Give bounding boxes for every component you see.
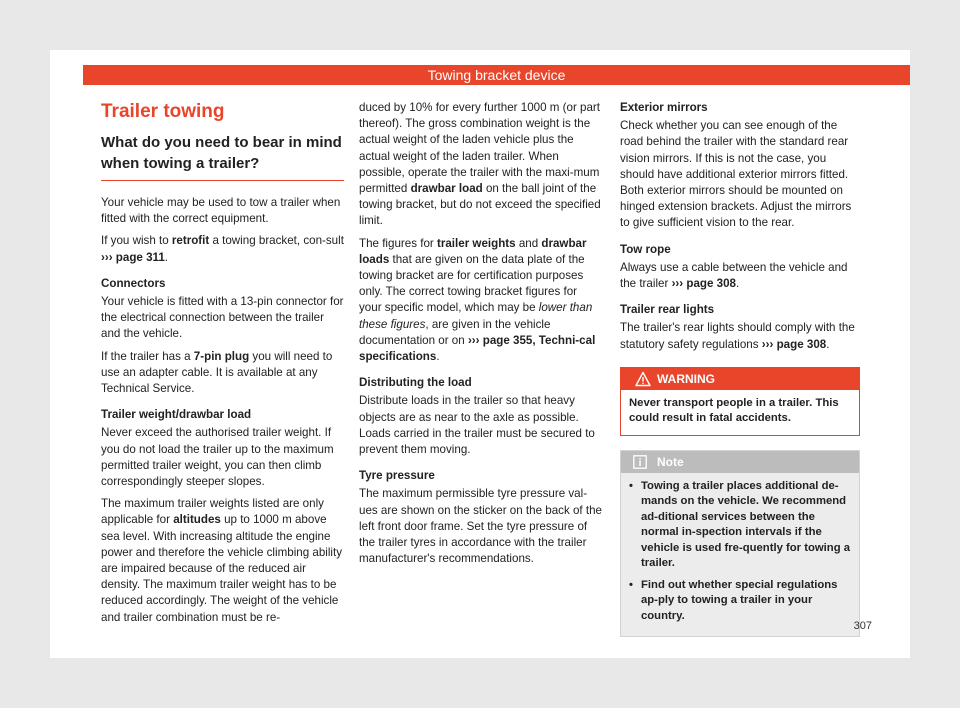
page-reference-link[interactable]: ››› page 308 [761,337,827,351]
note-box [620,450,860,638]
heading-tyre-pressure: Tyre pressure [359,469,435,483]
adapter-paragraph: If the trailer has a 7-pin plug you will need to use an adapter cable. It is available at any Technical Service. [101,349,333,396]
heading-connectors: Connectors [101,276,166,290]
weight-paragraph: Never exceed the authorised trailer weight. If you do not load the trailer up to the maximum permitted trailer weight, you can then climb correspondingly steeper slopes. [101,426,334,489]
column-2 [359,100,602,573]
mirrors-paragraph: Check whether you can see enough of the road behind the trailer with the standard rear vision mirrors. If this is not the case, you should have additional exterior mirrors fitted. Both exterior mirrors should be mounted on hinged extension brackets. Adjust the mirrors to give sufficient vision to the rear. [620,119,852,230]
figures-paragraph: The figures for trailer weights and drawbar loads that are given on the data plate of the towing bracket are for certification purposes only. The correct towing bracket figures for your specific model, which may be lower than these figures, are given in the vehicle documentation or on ››› page 355, Techni-cal specifications. [359,236,596,364]
note-label: Note [657,454,684,469]
note-item: • Find out whether special regulations ap-ply to towing a trailer in your country. [629,578,851,625]
retrofit-paragraph: If you wish to retrofit a towing bracket, con-sult ››› page 311. [101,234,344,264]
intro-paragraph: Your vehicle may be used to tow a trailer when fitted with the correct equipment. [101,196,341,226]
tyre-pressure-paragraph: The maximum permissible tyre pressure val-ues are shown on the sticker on the back of the left front door frame. Set the tyre pressure of the trailer tyres in accordance with the trailer manufacturer's recommendations. [359,487,602,566]
rear-lights-paragraph: The trailer's rear lights should comply with the statutory safety regulations ››› page 308. [620,321,855,351]
note-item: • Towing a trailer places additional de-mands on the vehicle. We recommend ad-ditional services between the normal in-spection intervals if the vehicle is used fre-quently for towing a trailer. [629,479,851,572]
note-body [621,473,859,637]
heading-tow-rope: Tow rope [620,242,671,256]
warning-triangle-icon [635,371,651,387]
combination-weight-paragraph: duced by 10% for every further 1000 m (or part thereof). The gross combination weight is the actual weight of the laden vehicle plus the actual weight of the laden trailer. When possible, operate the trailer with the maxi-mum permitted drawbar load on the ball joint of the towing bracket, but do not exceed the specified limit. [359,101,601,228]
warning-header [621,368,859,390]
altitude-paragraph: The maximum trailer weights listed are only applicable for altitudes up to 1000 m above sea level. With increasing altitude the engine power and therefore the vehicle climbing ability are impaired because of the reduced air density. The maximum trailer weight has to be reduced accordingly. The weight of the vehicle and trailer combination must be re- [101,497,343,624]
section-title: Trailer towing [101,101,225,122]
page-reference-link[interactable]: ››› page 311 [101,250,165,264]
page-number: 307 [853,620,872,632]
manual-page [50,50,910,658]
chapter-header: Towing bracket device [83,65,910,85]
note-info-icon [633,455,647,469]
heading-trailer-weight: Trailer weight/drawbar load [101,408,252,422]
technical-specifications-link[interactable]: ››› page 355, Techni-cal specifications [359,333,596,364]
heading-exterior-mirrors: Exterior mirrors [620,101,708,114]
distributing-paragraph: Distribute loads in the trailer so that heavy objects are as near to the axle as possible. Loads carried in the trailer must be secured to prevent them moving. [359,394,595,457]
heading-rear-lights: Trailer rear lights [620,303,715,317]
connectors-paragraph: Your vehicle is fitted with a 13-pin connector for the electrical connection between the trailer and the vehicle. [101,295,344,341]
subsection-title: What do you need to bear in mind when towing a trailer? [101,132,344,181]
heading-distributing-load: Distributing the load [359,376,472,390]
page-reference-link[interactable]: ››› page 308 [671,277,736,291]
column-1 [101,100,344,632]
warning-text: Never transport people in a trailer. This could result in fatal accidents. [629,396,839,425]
warning-box [620,367,860,436]
column-3 [620,100,860,637]
warning-label: WARNING [657,371,715,386]
note-header [621,451,859,473]
tow-rope-paragraph: Always use a cable between the vehicle and the trailer ››› page 308. [620,260,848,291]
